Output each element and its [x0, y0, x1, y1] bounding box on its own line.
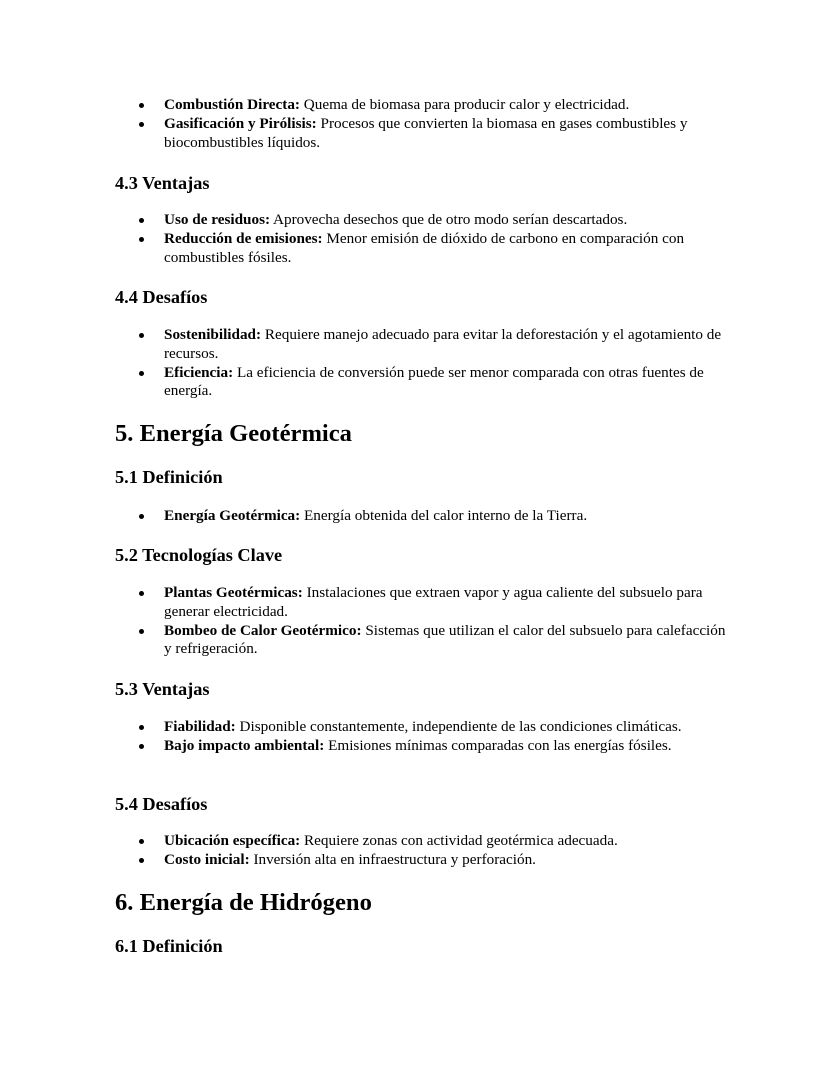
bullet-icon — [139, 371, 144, 376]
subsection-heading-4-3: 4.3 Ventajas — [115, 173, 210, 193]
list-item-text: Inversión alta en infraestructura y perforación. — [249, 851, 536, 869]
bullet-icon — [139, 237, 144, 242]
list-item-term: Gasificación y Pirólisis: — [164, 115, 317, 133]
list-item-text: Energía obtenida del calor interno de la Tierra. — [300, 507, 588, 524]
bullet-list-5-4 — [0, 832, 828, 870]
list-item-term: Costo inicial: — [164, 851, 250, 869]
list-item — [0, 832, 828, 851]
bullet-icon — [139, 725, 144, 730]
list-item-text: Menor emisión de dióxido de carbono en comparación con combustibles fósiles. — [164, 230, 685, 266]
bullet-icon — [139, 333, 144, 338]
list-item — [0, 115, 828, 152]
list-item-text: Requiere manejo adecuado para evitar la deforestación y el agotamiento de recursos. — [164, 326, 722, 362]
subsection-heading-5-4: 5.4 Desafíos — [115, 794, 208, 814]
section-heading-6: 6. Energía de Hidrógeno — [115, 889, 372, 916]
bullet-list-4-4 — [0, 326, 828, 402]
list-item-term: Eficiencia: — [164, 363, 234, 381]
bullet-icon — [139, 629, 144, 634]
list-item-text: Emisiones mínimas comparadas con las energías fósiles. — [324, 737, 672, 755]
subsection-heading-4-4: 4.4 Desafíos — [115, 287, 208, 307]
list-item-term: Sostenibilidad: — [164, 326, 262, 343]
bullet-icon — [139, 218, 144, 223]
list-item — [0, 507, 828, 526]
bullet-icon — [139, 591, 144, 596]
section-heading-5: 5. Energía Geotérmica — [115, 420, 352, 447]
list-item — [0, 326, 828, 363]
list-item-text: Requiere zonas con actividad geotérmica adecuada. — [300, 832, 618, 849]
list-item-term: Ubicación específica: — [164, 832, 301, 849]
list-item — [0, 622, 828, 659]
list-item-term: Fiabilidad: — [164, 718, 236, 735]
bullet-icon — [139, 744, 144, 749]
bullet-icon — [139, 514, 144, 519]
bullet-list-5-3 — [0, 718, 828, 756]
list-item — [0, 718, 828, 737]
list-item — [0, 584, 828, 621]
bullet-icon — [139, 858, 144, 863]
bullet-icon — [139, 122, 144, 127]
list-item-text: Quema de biomasa para producir calor y electricidad. — [299, 96, 630, 113]
bullet-list-5-2 — [0, 584, 828, 660]
bullet-icon — [139, 103, 144, 108]
bullet-list-4-3 — [0, 211, 828, 268]
subsection-heading-5-1: 5.1 Definición — [115, 467, 223, 487]
list-item-term: Reducción de emisiones: — [164, 230, 323, 248]
list-item — [0, 96, 828, 115]
list-item — [0, 737, 828, 756]
list-item-text: La eficiencia de conversión puede ser menor comparada con otras fuentes de energía. — [164, 363, 704, 400]
list-item-term: Bombeo de Calor Geotérmico: — [164, 621, 362, 639]
subsection-heading-5-3: 5.3 Ventajas — [115, 679, 210, 699]
list-item — [0, 851, 828, 870]
list-item-text: Sistemas que utilizan el calor del subsuelo para calefacción y refrigeración. — [164, 621, 726, 658]
list-item-text: Procesos que convierten la biomasa en gases combustibles y biocombustibles líquidos. — [164, 115, 688, 151]
list-item-term: Energía Geotérmica: — [164, 507, 301, 524]
list-item — [0, 364, 828, 401]
list-item-text: Disponible constantemente, independiente de las condiciones climáticas. — [235, 718, 682, 735]
list-item-term: Uso de residuos: — [164, 211, 271, 228]
list-item — [0, 230, 828, 267]
subsection-heading-6-1: 6.1 Definición — [115, 936, 223, 956]
subsection-heading-5-2: 5.2 Tecnologías Clave — [115, 545, 283, 565]
bullet-list-conversion-technologies — [0, 96, 828, 153]
bullet-icon — [139, 839, 144, 844]
list-item-text: Instalaciones que extraen vapor y agua caliente del subsuelo para generar electricidad. — [164, 584, 703, 620]
list-item — [0, 211, 828, 230]
list-item-text: Aprovecha desechos que de otro modo serían descartados. — [270, 211, 628, 228]
bullet-list-5-1 — [0, 507, 828, 526]
list-item-term: Combustión Directa: — [164, 96, 300, 113]
list-item-term: Plantas Geotérmicas: — [164, 584, 303, 601]
list-item-term: Bajo impacto ambiental: — [164, 737, 325, 755]
